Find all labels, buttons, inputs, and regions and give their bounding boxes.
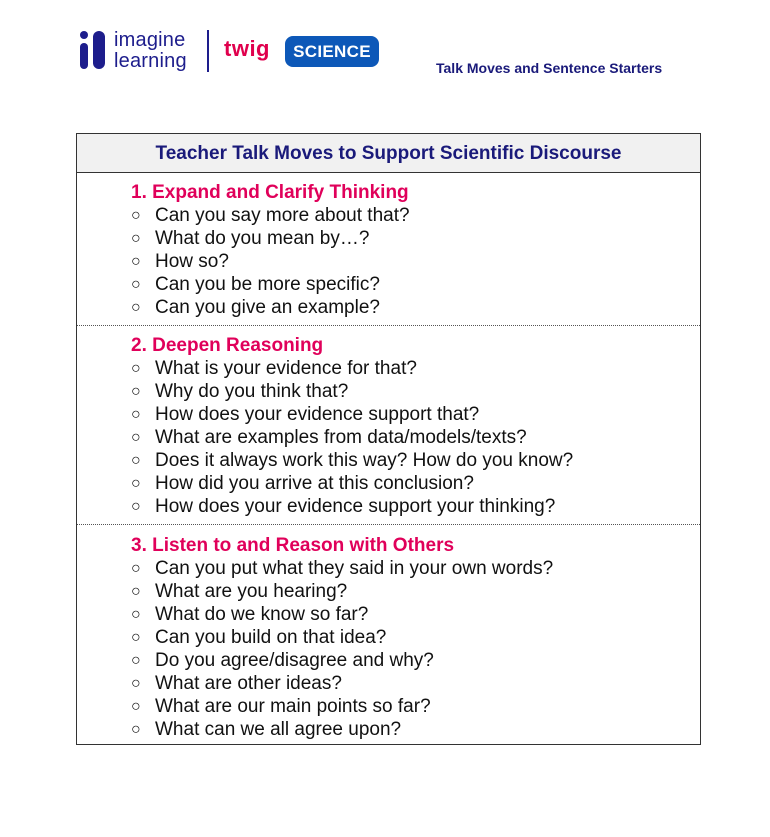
list-item: ○ Can you put what they said in your own words? bbox=[131, 558, 554, 579]
twig-logo: twig bbox=[224, 36, 270, 61]
section-deepen-reasoning bbox=[77, 325, 700, 524]
list-item: ○ How did you arrive at this conclusion? bbox=[131, 473, 474, 494]
circle-bullet-icon: ○ bbox=[131, 606, 141, 623]
question-list bbox=[131, 557, 700, 741]
imagine-learning-logo-icon bbox=[80, 31, 106, 71]
list-item: ○ What are you hearing? bbox=[131, 581, 348, 602]
circle-bullet-icon: ○ bbox=[131, 207, 141, 224]
brand-line-1: imagine bbox=[114, 29, 186, 51]
circle-bullet-icon: ○ bbox=[131, 360, 141, 377]
list-item: ○ What are other ideas? bbox=[131, 673, 342, 694]
circle-bullet-icon: ○ bbox=[131, 721, 141, 738]
section-listen-reason bbox=[77, 524, 700, 741]
circle-bullet-icon: ○ bbox=[131, 452, 141, 469]
list-item: ○ What can we all agree upon? bbox=[131, 719, 402, 740]
list-item: ○ How does your evidence support your thinking? bbox=[131, 496, 556, 517]
list-item: ○ How so? bbox=[131, 251, 229, 272]
brand-line-2: learning bbox=[114, 50, 187, 72]
list-item: ○ What do we know so far? bbox=[131, 604, 369, 625]
list-item: ○ Does it always work this way? How do you know? bbox=[131, 450, 574, 471]
list-item: ○ Can you build on that idea? bbox=[131, 627, 387, 648]
question-list bbox=[131, 204, 700, 319]
circle-bullet-icon: ○ bbox=[131, 560, 141, 577]
circle-bullet-icon: ○ bbox=[131, 383, 141, 400]
question-list bbox=[131, 357, 700, 518]
list-item: ○ How does your evidence support that? bbox=[131, 404, 480, 425]
circle-bullet-icon: ○ bbox=[131, 276, 141, 293]
circle-bullet-icon: ○ bbox=[131, 230, 141, 247]
section-title: 3. Listen to and Reason with Others bbox=[131, 535, 455, 556]
imagine-learning-wordmark bbox=[114, 30, 187, 72]
circle-bullet-icon: ○ bbox=[131, 583, 141, 600]
list-item: ○ Can you say more about that? bbox=[131, 205, 410, 226]
list-item: ○ What are examples from data/models/texts? bbox=[131, 427, 527, 448]
section-expand-clarify bbox=[77, 173, 700, 325]
circle-bullet-icon: ○ bbox=[131, 406, 141, 423]
circle-bullet-icon: ○ bbox=[131, 253, 141, 270]
list-item: ○ Can you be more specific? bbox=[131, 274, 380, 295]
science-badge: SCIENCE bbox=[285, 36, 379, 67]
list-item: ○ Do you agree/disagree and why? bbox=[131, 650, 434, 671]
list-item: ○ Can you give an example? bbox=[131, 297, 380, 318]
list-item: ○ Why do you think that? bbox=[131, 381, 349, 402]
list-item: ○ What do you mean by…? bbox=[131, 228, 370, 249]
circle-bullet-icon: ○ bbox=[131, 675, 141, 692]
document-title: Talk Moves and Sentence Starters bbox=[436, 60, 663, 76]
circle-bullet-icon: ○ bbox=[131, 629, 141, 646]
talk-moves-table bbox=[76, 133, 701, 745]
circle-bullet-icon: ○ bbox=[131, 475, 141, 492]
circle-bullet-icon: ○ bbox=[131, 299, 141, 316]
circle-bullet-icon: ○ bbox=[131, 698, 141, 715]
list-item: ○ What is your evidence for that? bbox=[131, 358, 417, 379]
brand-divider bbox=[207, 30, 209, 72]
table-title: Teacher Talk Moves to Support Scientific Discourse bbox=[77, 134, 700, 173]
section-title: 2. Deepen Reasoning bbox=[131, 335, 324, 356]
circle-bullet-icon: ○ bbox=[131, 498, 141, 515]
list-item: ○ What are our main points so far? bbox=[131, 696, 431, 717]
section-title: 1. Expand and Clarify Thinking bbox=[131, 182, 409, 203]
circle-bullet-icon: ○ bbox=[131, 652, 141, 669]
circle-bullet-icon: ○ bbox=[131, 429, 141, 446]
